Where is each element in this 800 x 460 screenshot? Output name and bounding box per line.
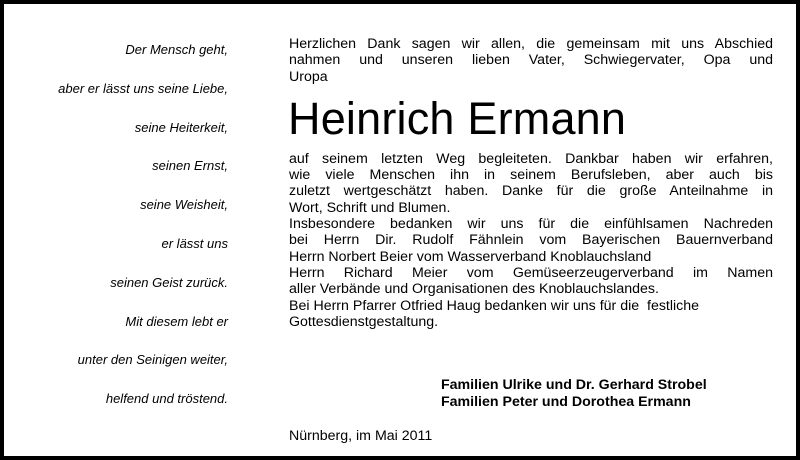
poem-line: aber er lässt uns seine Liebe, [58,80,228,96]
signature-line: Familien Peter und Dorothea Ermann [441,394,691,410]
poem-line: seine Heiterkeit, [134,119,228,135]
body-paragraph [289,151,773,330]
text-line: Herrn Richard Meier vom Gemüseerzeugerverband im Namen [289,264,773,281]
text-line: bei Herrn Dir. Rudolf Fähnlein vom Bayerischen Bauernverband [289,232,773,249]
text-line: aller Verbände und Organisationen des Knoblauchslandes. [289,281,659,298]
text-line: zuletzt wertgeschätzt haben. Danke für die große Anteilnahme in [289,183,773,200]
poem-line: seine Weisheit, [140,197,228,213]
signature-line: Familien Ulrike und Dr. Gerhard Strobel [441,377,707,393]
text-line: nahmen und unseren lieben Vater, Schwiegervater, Opa und [289,52,773,69]
text-line: Herrn Norbert Beier vom Wasserverband Knoblauchsland [289,248,652,265]
poem-line: seinen Geist zurück. [110,274,228,290]
place-date: Nürnberg, im Mai 2011 [289,428,433,444]
signature-block [441,377,707,411]
poem-line: Mit diesem lebt er [125,313,228,329]
text-line: Gottesdienstgestaltung. [289,313,439,330]
poem-line: unter den Seinigen weiter, [77,352,228,368]
poem-line: helfend und tröstend. [105,391,228,407]
poem-line: seinen Ernst, [152,158,228,174]
poem-line: Der Mensch geht, [125,42,228,57]
deceased-name: Heinrich Ermann [288,92,627,144]
intro-paragraph [289,36,773,85]
text-line: Uropa [289,68,328,85]
poem-verse [14,42,228,406]
thank-you-text [289,36,773,330]
text-line: wie viele Menschen ihn in seinem Berufsleben, aber auch bis [289,167,773,184]
text-line: Wort, Schrift und Blumen. [289,199,451,216]
text-line: auf seinem letzten Weg begleiteten. Dankbar haben wir erfahren, [289,150,773,167]
text-line: Herzlichen Dank sagen wir allen, die gemeinsam mit uns Abschied [289,36,773,52]
poem-line: er lässt uns [161,235,228,251]
text-line: Bei Herrn Pfarrer Otfried Haug bedanken wir uns für die festliche [289,297,700,314]
text-line: Insbesondere bedanken wir uns für die einfühlsamen Nachreden [289,216,773,233]
